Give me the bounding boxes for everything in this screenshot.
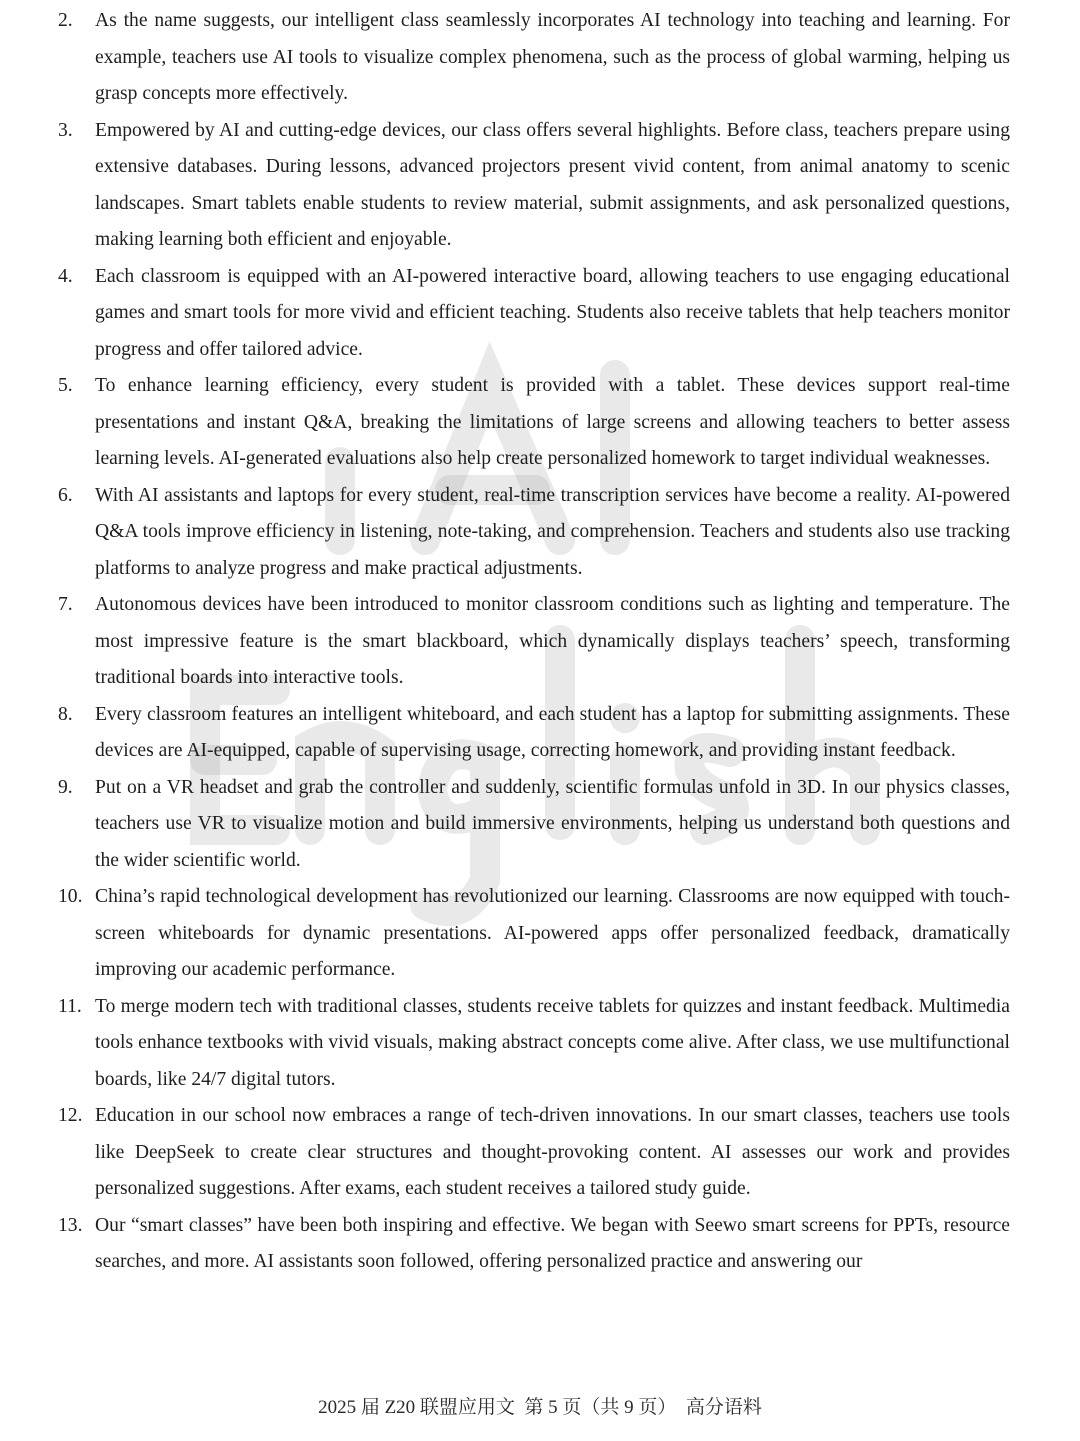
list-item (0, 1098, 1010, 1208)
item-text: Our “smart classes” have been both inspiring and effective. We began with Seewo smart screens for PPTs, resource searches, and more. AI assistants soon followed, offering personalized practice and answering our (95, 1214, 1010, 1272)
item-text: Each classroom is equipped with an AI-powered interactive board, allowing teachers to use engaging educational games and smart tools for more vivid and efficient teaching. Students also receive tablets that help teachers monitor progress and offer tailored advice. (95, 265, 1010, 360)
item-text: To merge modern tech with traditional classes, students receive tablets for quizzes and instant feedback. Multimedia tools enhance textbooks with vivid visuals, making abstract concepts come alive. After class, we use multifunctional boards, like 24/7 digital tutors. (95, 995, 1010, 1090)
list-item (0, 879, 1010, 989)
item-text: Every classroom features an intelligent whiteboard, and each student has a laptop for submitting assignments. These devices are AI-equipped, capable of supervising usage, correcting homework, and providing instant feedback. (95, 703, 1010, 761)
item-text: As the name suggests, our intelligent class seamlessly incorporates AI technology into teaching and learning. For example, teachers use AI tools to visualize complex phenomena, such as the process of global warming, helping us grasp concepts more effectively. (95, 10, 1010, 104)
item-number: 2. (58, 10, 73, 31)
item-text: Education in our school now embraces a range of tech-driven innovations. In our smart classes, teachers use tools like DeepSeek to create clear structures and thought-provoking content. AI assesses our work and provides personalized suggestions. After exams, each student receives a tailored study guide. (95, 1105, 1010, 1199)
list-item (0, 368, 1010, 478)
list-item (0, 989, 1010, 1099)
item-number: 8. (58, 703, 73, 725)
page-footer: 2025 届 Z20 联盟应用文 第 5 页（共 9 页） 高分语料 (318, 1397, 762, 1418)
item-text: Empowered by AI and cutting-edge devices, our class offers several highlights. Before class, teachers prepare using extensive databases. During lessons, advanced projectors present vivid content, from animal anatomy to scenic landscapes. Smart tablets enable students to review material, submit assignments, and ask personalized questions, making learning both efficient and enjoyable. (95, 119, 1010, 250)
list-item (0, 1208, 1010, 1281)
item-number: 7. (58, 594, 73, 615)
item-number: 11. (58, 995, 82, 1017)
list-item (0, 259, 1010, 369)
item-number: 13. (58, 1214, 83, 1236)
item-number: 5. (58, 375, 73, 396)
item-text: To enhance learning efficiency, every student is provided with a tablet. These devices support real-time presentations and instant Q&A, breaking the limitations of large screens and allowing teachers to better assess learning levels. AI-generated evaluations also help create personalized homework to target individual weaknesses. (95, 375, 1010, 469)
list-item (0, 587, 1010, 697)
list-item (0, 113, 1010, 259)
item-number: 4. (58, 265, 73, 287)
list-item (0, 770, 1010, 880)
item-number: 10. (58, 886, 83, 907)
item-text: Put on a VR headset and grab the controller and suddenly, scientific formulas unfold in 3D. In our physics classes, teachers use VR to visualize motion and build immersive environments, helping us understand both questions and the wider scientific world. (95, 776, 1010, 871)
item-number: 9. (58, 776, 73, 798)
list-item (0, 478, 1010, 588)
item-number: 3. (58, 119, 73, 141)
list-item (0, 697, 1010, 770)
essay-list (0, 3, 1080, 1281)
item-text: With AI assistants and laptops for every student, real-time transcription services have become a reality. AI-powered Q&A tools improve efficiency in listening, note-taking, and comprehension. Teachers and students also use tracking platforms to analyze progress and make practical adjustments. (95, 484, 1010, 579)
item-number: 12. (58, 1105, 83, 1126)
item-text: China’s rapid technological development has revolutionized our learning. Classrooms are now equipped with touch-screen whiteboards for dynamic presentations. AI-powered apps offer personalized feedback, dramatically improving our academic performance. (95, 886, 1010, 980)
item-number: 6. (58, 484, 73, 506)
list-item (0, 3, 1010, 113)
item-text: Autonomous devices have been introduced to monitor classroom conditions such as lighting and temperature. The most impressive feature is the smart blackboard, which dynamically displays teachers’ speech, transforming traditional boards into interactive tools. (95, 594, 1010, 688)
